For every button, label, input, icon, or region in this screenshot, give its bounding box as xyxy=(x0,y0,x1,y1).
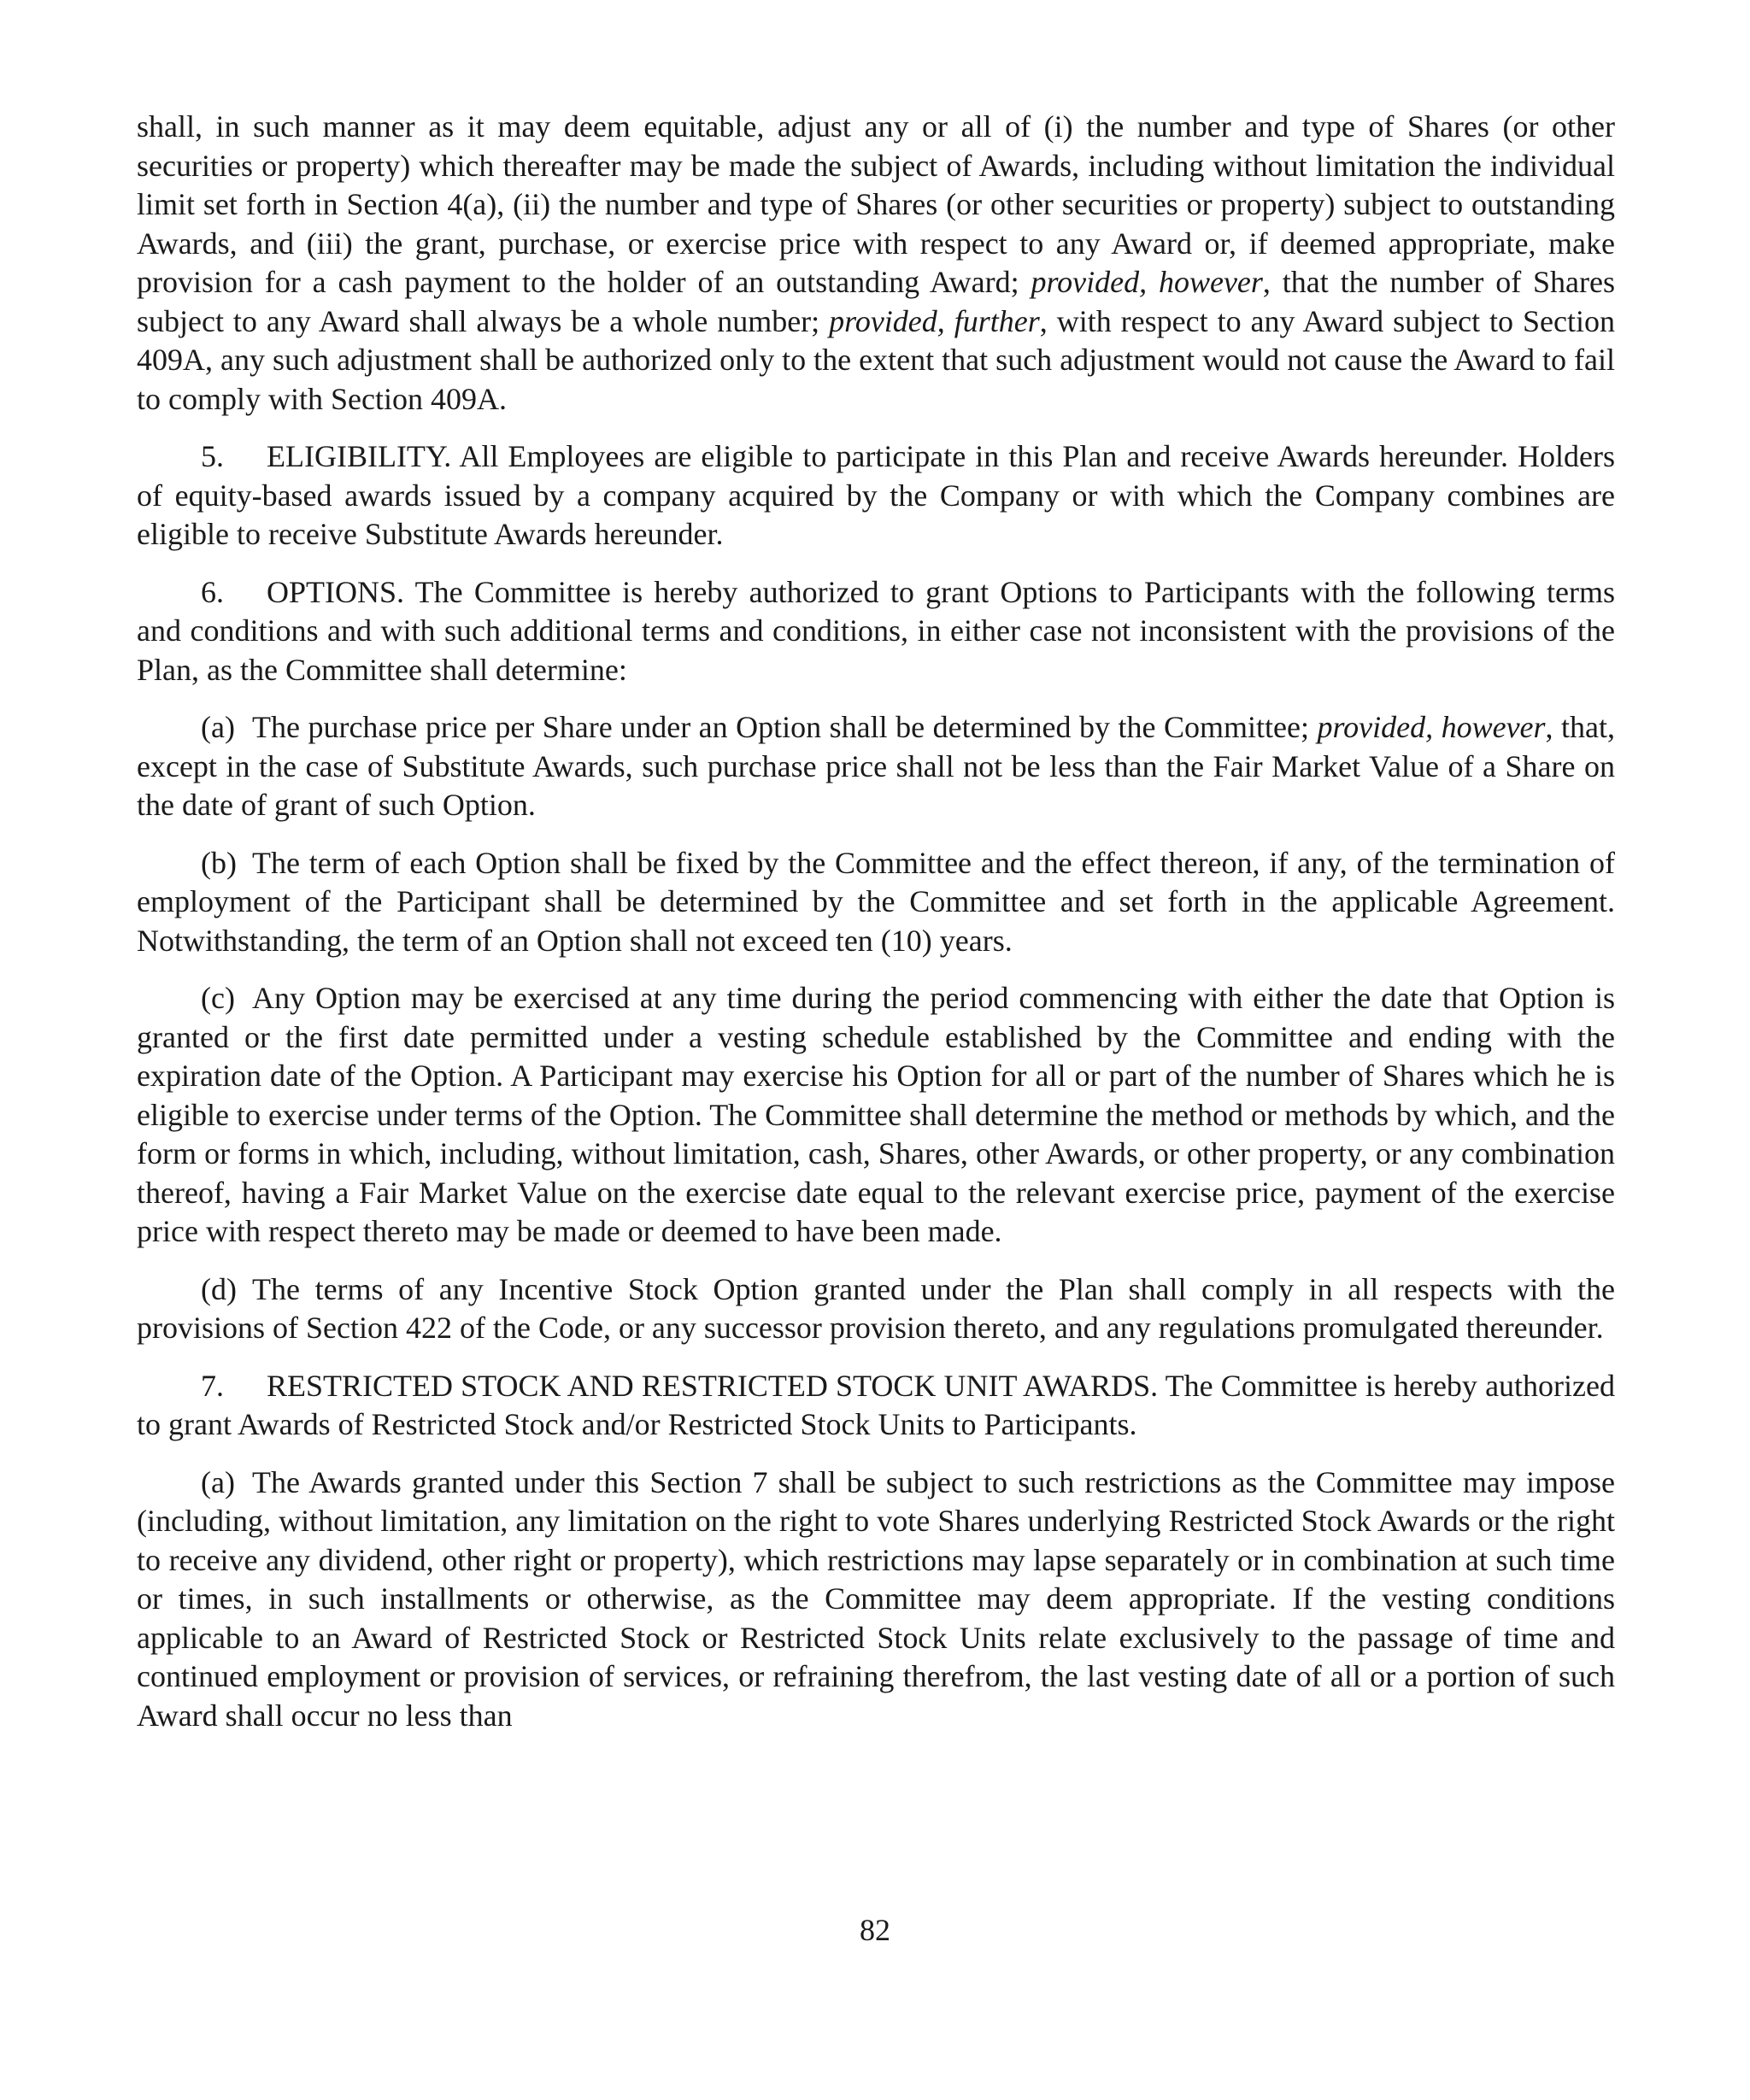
section-6c: (c) Any Option may be exercised at any time during the period commencing with either the date that Option is granted or the first date permitted under a vesting schedule established by the Committee and ending with the expiration date of the Option. A Participant may exercise his Option for all or part of the number of Shares which he is eligible to exercise under terms of the Option. The Committee shall determine the method or methods by which, and the form or forms in which, including, without limitation, cash, Shares, other Awards, or other property, or any combination thereof, having a Fair Market Value on the exercise date equal to the relevant exercise price, payment of the exercise price with respect thereto may be made or deemed to have been made. xyxy=(137,981,1615,1248)
page-number: 82 xyxy=(860,1913,890,1947)
section-7-restricted-stock: 7. RESTRICTED STOCK AND RESTRICTED STOCK UNIT AWARDS. The Committee is hereby authorized to grant Awards of Restricted Stock and/or Restricted Stock Units to Participants. xyxy=(137,1368,1615,1441)
subsection-label: (c) xyxy=(201,981,235,1015)
section-6b: (b) The term of each Option shall be fixed by the Committee and the effect thereon, if any, of the termination of employment of the Participant shall be determined by the Committee and set forth in the applicable Agreement. Notwithstanding, the term of an Option shall not exceed ten (10) years. xyxy=(137,845,1615,958)
section-6-options: 6. OPTIONS. The Committee is hereby authorized to grant Options to Participants with the following terms and conditions and with such additional terms and conditions, in either case not inconsistent with the provisions of the Plan, as the Committee shall determine: xyxy=(137,574,1615,687)
subsection-label: (a) xyxy=(201,1464,235,1499)
subsection-label: (a) xyxy=(201,710,235,744)
section-number: 5. xyxy=(201,439,224,473)
section-6a: (a) The purchase price per Share under an Option shall be determined by the Committee; provided, however, that, except in the case of Substitute Awards, such purchase price shall not be less than the Fair Market Value of a Share on the date of grant of such Option. xyxy=(137,710,1616,822)
section-5-eligibility: 5. ELIGIBILITY. All Employees are eligible to participate in this Plan and receive Awards hereunder. Holders of equity-based awards issued by a company acquired by the Company or with which the Company combines are eligible to receive Substitute Awards hereunder. xyxy=(137,439,1615,551)
section-6d: (d) The terms of any Incentive Stock Option granted under the Plan shall comply in all respects with the provisions of Section 422 of the Code, or any successor provision thereto, and any regulations promulgated thereunder. xyxy=(137,1271,1615,1345)
section-number: 7. xyxy=(201,1368,224,1403)
section-number: 6. xyxy=(201,574,224,609)
document-body xyxy=(137,108,1615,1754)
paragraph-continuation: shall, in such manner as it may deem equitable, adjust any or all of (i) the number and type of Shares (or other securities or property) which thereafter may be made the subject of Awards, including without limitation the individual limit set forth in Section 4(a), (ii) the number and type of Shares (or other securities or property) subject to outstanding Awards, and (iii) the grant, purchase, or exercise price with respect to any Award or, if deemed appropriate, make provision for a cash payment to the holder of an outstanding Award; provided, however, that the number of Shares subject to any Award shall always be a whole number; provided, further, with respect to any Award subject to Section 409A, any such adjustment shall be authorized only to the extent that such adjustment would not cause the Award to fail to comply with Section 409A. xyxy=(137,109,1616,416)
section-7a: (a) The Awards granted under this Section 7 shall be subject to such restrictions as the Committee may impose (including, without limitation, any limitation on the right to vote Shares underlying Restricted Stock Awards or the right to receive any dividend, other right or property), which restrictions may lapse separately or in combination at such time or times, in such installments or otherwise, as the Committee may deem appropriate. If the vesting conditions applicable to an Award of Restricted Stock or Restricted Stock Units relate exclusively to the passage of time and continued employment or provision of services, or refraining therefrom, the last vesting date of all or a portion of such Award shall occur no less than xyxy=(137,1464,1615,1733)
subsection-label: (b) xyxy=(201,845,237,880)
subsection-label: (d) xyxy=(201,1271,237,1306)
